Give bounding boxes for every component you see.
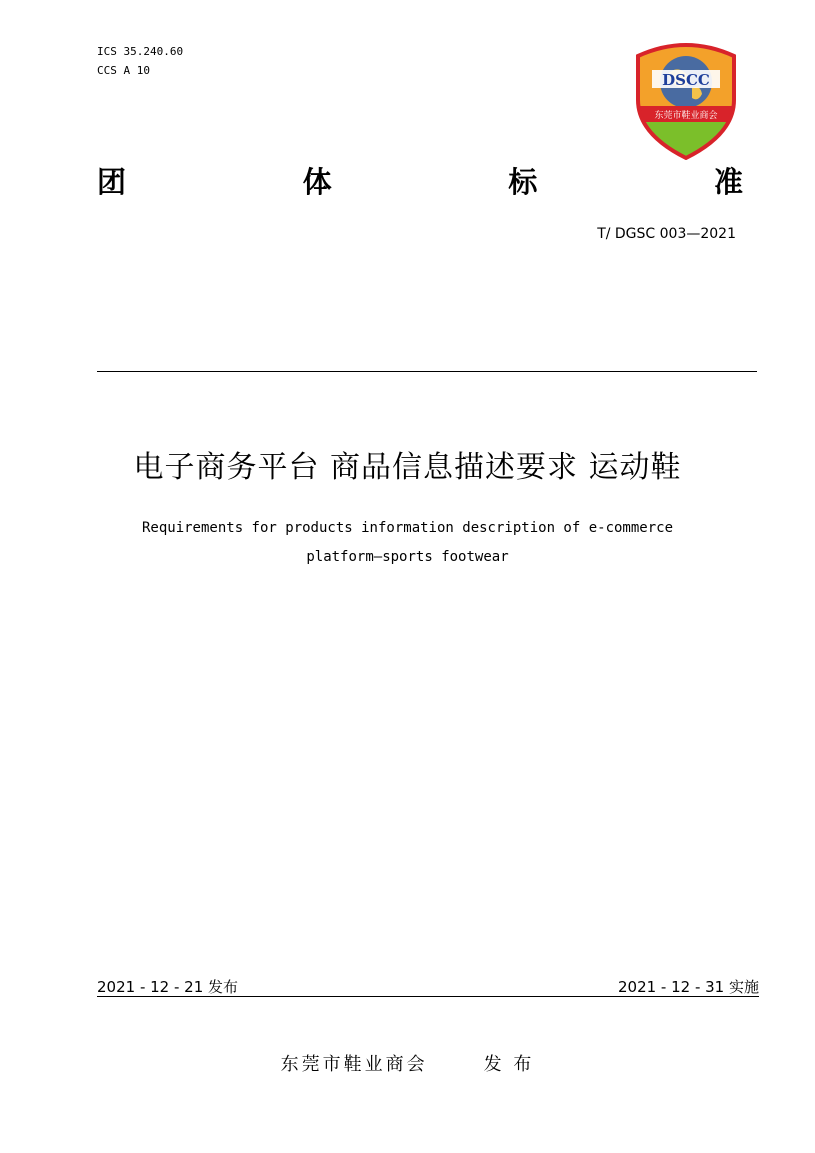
- classification-codes: [97, 42, 183, 80]
- publisher: [0, 1050, 815, 1076]
- dates-row: [97, 976, 759, 998]
- standard-kind-char: 团: [97, 165, 127, 199]
- standard-kind: [97, 160, 743, 200]
- dscc-logo: [632, 38, 740, 160]
- standard-kind-char: 标: [508, 165, 538, 199]
- title-english-line-2: platform—sports footwear: [306, 549, 509, 565]
- logo-text: DSCC: [662, 71, 710, 89]
- top-divider: [97, 371, 757, 372]
- logo-subtitle: 东莞市鞋业商会: [654, 111, 718, 121]
- issue-date: 2021 - 12 - 21 发布: [97, 978, 239, 996]
- dscc-logo-shield: [632, 38, 740, 160]
- standard-number: T/ DGSC 003—2021: [597, 226, 736, 242]
- standard-kind-char: 准: [713, 165, 743, 199]
- title-english: [60, 514, 755, 572]
- ics-code: ICS 35.240.60: [97, 45, 184, 58]
- bottom-divider: [97, 996, 759, 997]
- publisher-name: 东莞市鞋业商会: [280, 1054, 428, 1075]
- ccs-code: CCS A 10: [97, 64, 150, 77]
- title-chinese: 电子商务平台 商品信息描述要求 运动鞋: [133, 450, 682, 485]
- standard-kind-char: 体: [302, 165, 332, 199]
- implementation-date: 2021 - 12 - 31 实施: [617, 978, 759, 996]
- publisher-action: 发 布: [483, 1054, 535, 1075]
- title-english-line-1: Requirements for products information description of e-commerce: [141, 520, 673, 536]
